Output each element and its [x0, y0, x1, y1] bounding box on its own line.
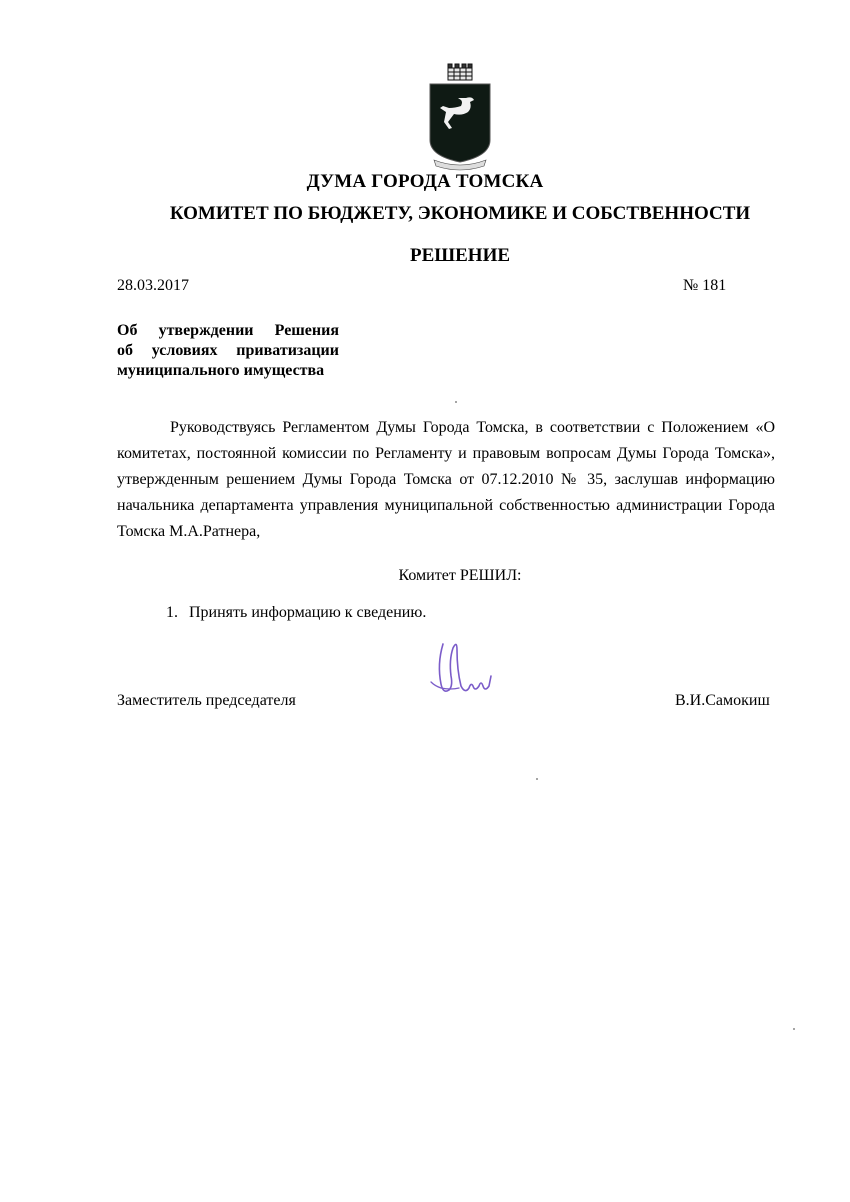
list-item-number: 1.: [166, 604, 178, 621]
committee-title: КОМИТЕТ ПО БЮДЖЕТУ, ЭКОНОМИКЕ И СОБСТВЕННОСТИ: [169, 203, 751, 224]
subject-line-2: об условиях приватизации: [117, 342, 339, 359]
shield-icon: [430, 84, 490, 162]
resolved-heading: Комитет РЕШИЛ:: [398, 567, 522, 584]
list-item: [166, 604, 426, 622]
crown-icon: [448, 64, 472, 80]
document-body: [117, 415, 775, 545]
signer-position: Заместитель председателя: [117, 692, 296, 709]
scan-speck: [455, 401, 457, 403]
scan-speck: [536, 778, 538, 780]
document-number: № 181: [683, 277, 727, 294]
tomsk-coat-of-arms-icon: [426, 62, 494, 172]
scan-speck: [793, 1028, 795, 1030]
document-type: РЕШЕНИЕ: [409, 245, 511, 266]
handwritten-signature: [425, 636, 495, 706]
body-paragraph: Руководствуясь Регламентом Думы Города Томска, в соответствии с Положением «О комитетах, постоянной комиссии по Регламенту и правовым вопросам Думы Города Томска», утвержденным решением Думы Города Томска от 07.12.2010 № 35, заслушав информацию начальника департамента управления муниципальной собственностью администрации Города Томска М.А.Ратнера,: [117, 419, 775, 540]
subject-line-3: муниципального имущества: [117, 362, 325, 379]
list-item-text: Принять информацию к сведению.: [189, 604, 427, 621]
organization-title: ДУМА ГОРОДА ТОМСКА: [306, 171, 544, 192]
signer-name: В.И.Самокиш: [675, 692, 770, 709]
document-date: 28.03.2017: [117, 277, 189, 294]
subject-line-1: Об утверждении Решения: [117, 322, 339, 339]
document-subject: [117, 321, 339, 381]
